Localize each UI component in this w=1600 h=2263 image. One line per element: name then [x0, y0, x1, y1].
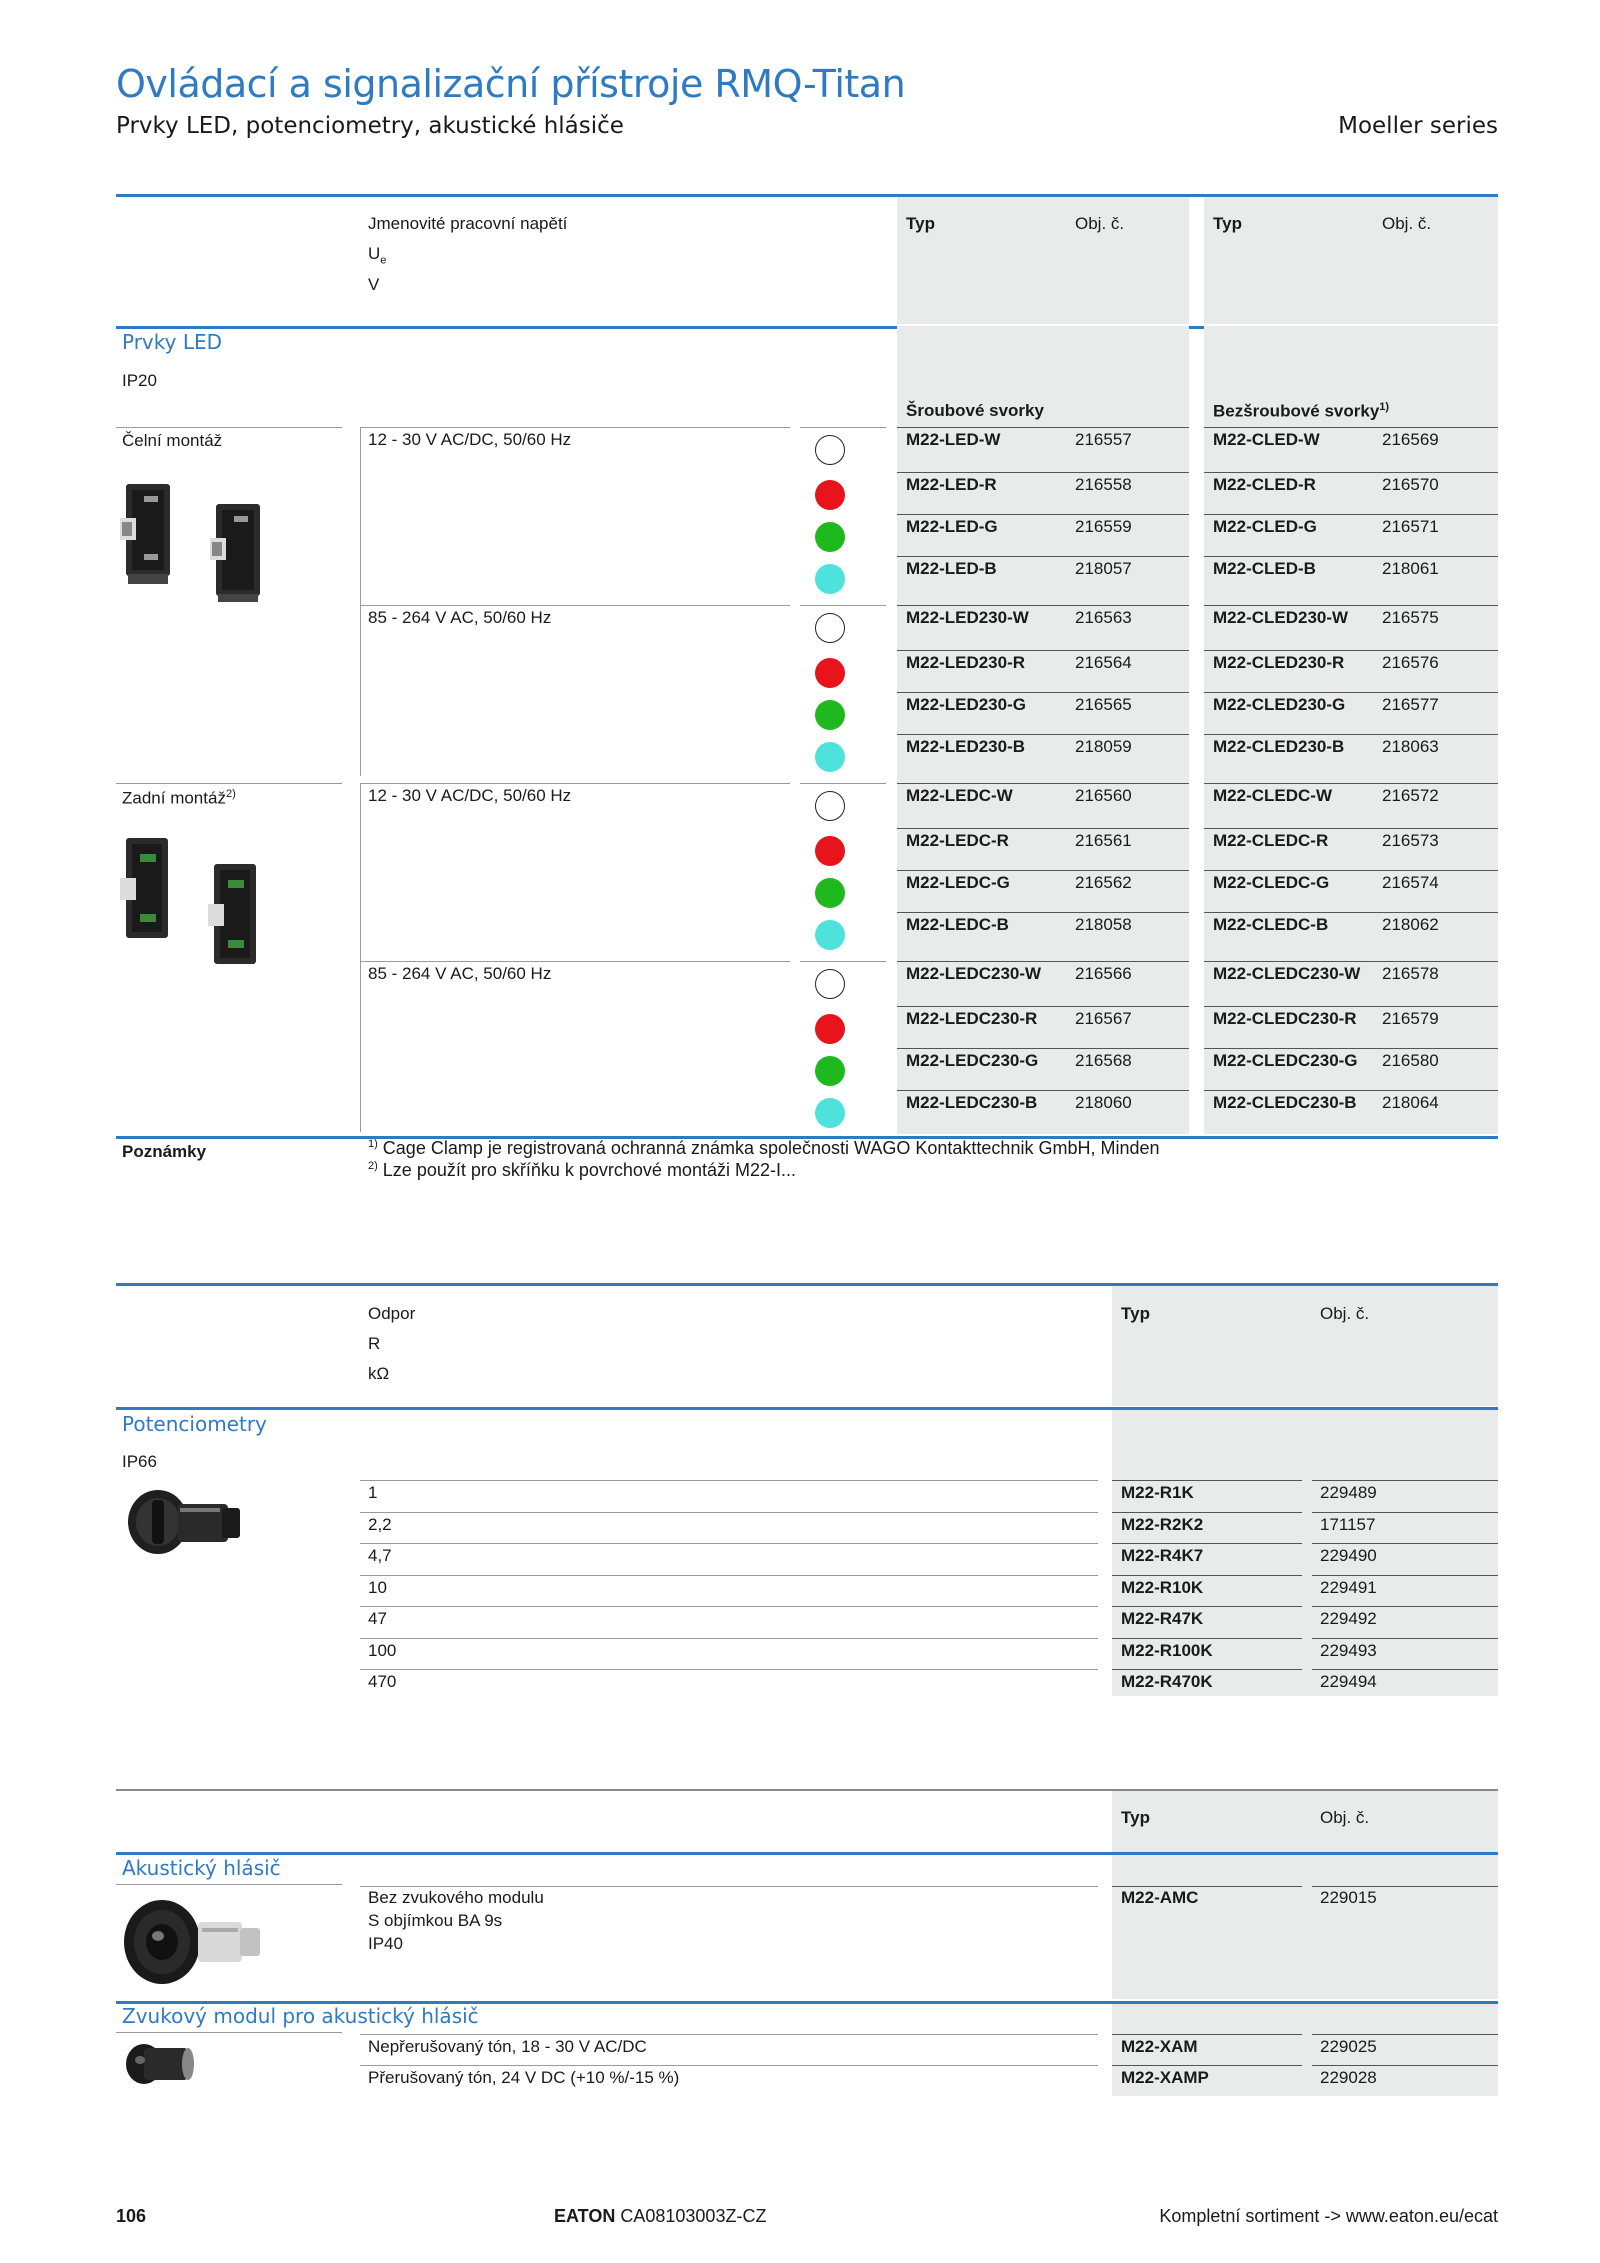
- row-divider: [897, 427, 1189, 428]
- screwless-order-no: 216569: [1382, 430, 1439, 449]
- screw-order-no: 216565: [1075, 695, 1132, 714]
- screw-type: M22-LED-G: [906, 517, 998, 536]
- screw-type: M22-LED230-G: [906, 695, 1026, 714]
- note-1: $^{1)}$ Cage Clamp je registrovaná ochranná známka společnosti WAGO Kontakttechnik GmbH, Minden: [368, 1138, 1160, 1158]
- voltage-label: 12 - 30 V AC/DC, 50/60 Hz: [368, 430, 572, 449]
- row-divider: [1204, 692, 1498, 693]
- col-voltage-l3: V: [368, 275, 380, 294]
- row-divider: [1112, 1543, 1302, 1544]
- led-divider: [800, 427, 886, 428]
- led-indicator-icon: [815, 791, 845, 821]
- row-divider: [360, 1606, 1098, 1607]
- screwless-order-no: 216571: [1382, 517, 1439, 536]
- screwless-type: M22-CLED-W: [1213, 430, 1320, 449]
- screw-order-no: 216558: [1075, 475, 1132, 494]
- screw-type: M22-LED-R: [906, 475, 997, 494]
- led-indicator-icon: [815, 836, 845, 866]
- ip-pot: IP66: [122, 1452, 157, 1471]
- pot-type: M22-R47K: [1121, 1609, 1204, 1628]
- screw-type: M22-LEDC-G: [906, 873, 1010, 892]
- pot-col-l2: R: [368, 1334, 381, 1353]
- rear-mount-label: Zadní montáž$^{2)}$: [122, 788, 236, 808]
- sound-order-no: 229025: [1320, 2037, 1377, 2056]
- row-divider: [1112, 1638, 1302, 1639]
- row-divider: [1204, 472, 1498, 473]
- row-divider: [1204, 514, 1498, 515]
- screwless-order-no: 216574: [1382, 873, 1439, 892]
- row-divider: [1312, 2065, 1498, 2066]
- sound-type: M22-XAM: [1121, 2037, 1198, 2056]
- row-divider: [1312, 1480, 1498, 1481]
- screw-type: M22-LED230-R: [906, 653, 1026, 672]
- row-divider: [897, 514, 1189, 515]
- row-divider: [1112, 2034, 1302, 2035]
- screw-type: M22-LEDC230-R: [906, 1009, 1038, 1028]
- led-indicator-icon: [815, 700, 845, 730]
- screwless-type: M22-CLEDC-G: [1213, 873, 1330, 892]
- screwless-header: Bezšroubové svorky$^{1)}$: [1213, 401, 1390, 421]
- row-divider: [360, 1669, 1098, 1670]
- row-divider: [1204, 912, 1498, 913]
- row-divider: [1312, 1575, 1498, 1576]
- screw-header: Šroubové svorky: [906, 401, 1044, 420]
- row-divider: [1204, 1090, 1498, 1091]
- led-divider: [800, 605, 886, 606]
- col-typ-screwless: Typ: [1213, 214, 1242, 233]
- section-pot: Potenciometry: [122, 1412, 267, 1436]
- note-2: $^{2)}$ Lze použít pro skříňku k povrchové montáži M22-I...: [368, 1160, 796, 1180]
- screwless-type: M22-CLEDC230-B: [1213, 1093, 1357, 1112]
- page-number: 106: [116, 2206, 147, 2226]
- screwless-order-no: 218063: [1382, 737, 1439, 756]
- row-divider: [1112, 1480, 1302, 1481]
- row-divider: [360, 1575, 1098, 1576]
- row-divider: [1204, 556, 1498, 557]
- pot-col-l1: Odpor: [368, 1304, 416, 1323]
- resistance-value: 470: [368, 1672, 397, 1691]
- row-divider: [360, 1638, 1098, 1639]
- screw-type: M22-LEDC230-G: [906, 1051, 1039, 1070]
- potentiometer-photo: [118, 1482, 248, 1562]
- section-sound-module: Zvukový modul pro akustický hlásič: [122, 2004, 479, 2028]
- col-obj-screwless: Obj. č.: [1382, 214, 1432, 233]
- screwless-order-no: 216573: [1382, 831, 1439, 850]
- resistance-value: 100: [368, 1640, 397, 1660]
- led-indicator-icon: [815, 878, 845, 908]
- voltage-label: 12 - 30 V AC/DC, 50/60 Hz: [368, 786, 572, 805]
- pot-type: M22-R4K7: [1121, 1546, 1204, 1565]
- led-indicator-icon: [815, 1098, 845, 1128]
- row-divider: [1204, 427, 1498, 428]
- footer-doc: EATON CA08103003Z-CZ: [554, 2206, 767, 2226]
- front-mount-label: Čelní montáž: [122, 431, 223, 450]
- pot-type: M22-R1K: [1121, 1483, 1194, 1502]
- row-divider: [1204, 734, 1498, 735]
- pot-type: M22-R10K: [1121, 1577, 1204, 1597]
- row-divider: [897, 912, 1189, 913]
- pot-header-bg: [1112, 1286, 1498, 1406]
- ac-col-obj: Obj. č.: [1320, 1808, 1370, 1827]
- ac-col-typ: Typ: [1121, 1808, 1150, 1827]
- screwless-type: M22-CLED230-W: [1213, 608, 1349, 627]
- page-subtitle: Prvky LED, potenciometry, akustické hlásiče: [116, 113, 624, 139]
- section-led: Prvky LED: [122, 330, 223, 354]
- row-divider: [360, 2034, 1098, 2035]
- row-divider: [1204, 828, 1498, 829]
- screw-order-no: 216568: [1075, 1051, 1132, 1070]
- row-divider: [897, 1006, 1189, 1007]
- voltage-divider: [360, 427, 790, 428]
- row-divider: [897, 1090, 1189, 1091]
- screwless-type: M22-CLED-R: [1213, 475, 1316, 494]
- resistance-value: 1: [368, 1483, 378, 1502]
- row-divider: [360, 1512, 1098, 1513]
- ac-typ-1: M22-AMC: [1121, 1888, 1199, 1907]
- led-indicator-icon: [815, 920, 845, 950]
- row-divider: [1312, 1606, 1498, 1607]
- col-voltage-l1: Jmenovité pracovní napětí: [368, 214, 568, 233]
- screwless-type: M22-CLED-G: [1213, 517, 1317, 536]
- pot-order-no: 229491: [1320, 1577, 1377, 1597]
- screwless-type: M22-CLED230-G: [1213, 695, 1346, 714]
- row-divider: [1312, 1638, 1498, 1639]
- screw-order-no: 218059: [1075, 737, 1132, 756]
- screw-order-no: 216566: [1075, 964, 1132, 983]
- screwless-order-no: 216575: [1382, 608, 1439, 627]
- screw-order-no: 218060: [1075, 1093, 1132, 1112]
- series-label: Moeller series: [1338, 113, 1498, 139]
- screwless-order-no: 218064: [1382, 1093, 1439, 1112]
- row-divider: [1312, 1512, 1498, 1513]
- sound-module-photo: [120, 2040, 196, 2088]
- row-divider: [897, 870, 1189, 871]
- led-indicator-icon: [815, 1014, 845, 1044]
- screw-type: M22-LED-B: [906, 559, 997, 578]
- row-divider: [897, 472, 1189, 473]
- pot-order-no: 229492: [1320, 1609, 1377, 1628]
- screw-type: M22-LEDC230-B: [906, 1093, 1038, 1112]
- col-obj-screw: Obj. č.: [1075, 214, 1125, 233]
- page-title: Ovládací a signalizační přístroje RMQ-Titan: [116, 62, 906, 106]
- resistance-value: 10: [368, 1577, 387, 1597]
- screwless-order-no: 216572: [1382, 786, 1439, 805]
- pot-order-no: 229494: [1320, 1672, 1377, 1691]
- row-divider: [1112, 1606, 1302, 1607]
- led-indicator-icon: [815, 522, 845, 552]
- screw-type: M22-LED230-W: [906, 608, 1029, 627]
- screwless-type: M22-CLEDC230-W: [1213, 964, 1361, 983]
- col-voltage-l2: $U_e$: [368, 244, 387, 267]
- screwless-order-no: 216577: [1382, 695, 1439, 714]
- screw-order-no: 216563: [1075, 608, 1132, 627]
- ac-header-bg: [1112, 1791, 1498, 1852]
- screwless-order-no: 216576: [1382, 653, 1439, 672]
- notes-label: Poznámky: [122, 1142, 207, 1161]
- screw-order-no: 216567: [1075, 1009, 1132, 1028]
- screwless-order-no: 216578: [1382, 964, 1439, 983]
- voltage-label: 85 - 264 V AC, 50/60 Hz: [368, 964, 552, 983]
- row-divider: [360, 1480, 1098, 1481]
- screwless-type: M22-CLEDC-B: [1213, 915, 1329, 934]
- pot-type: M22-R2K2: [1121, 1514, 1204, 1534]
- screw-order-no: 216560: [1075, 786, 1132, 805]
- screwless-order-no: 218062: [1382, 915, 1439, 934]
- row-divider: [1112, 1575, 1302, 1576]
- row-divider: [1204, 870, 1498, 871]
- pot-col-typ: Typ: [1121, 1304, 1150, 1323]
- section-acoustic: Akustický hlásič: [122, 1856, 281, 1880]
- screwless-type: M22-CLEDC230-R: [1213, 1009, 1357, 1028]
- row-divider: [897, 556, 1189, 557]
- resistance-value: 2,2: [368, 1514, 392, 1534]
- row-divider: [897, 650, 1189, 651]
- sound-description: Přerušovaný tón, 24 V DC (+10 %/-15 %): [368, 2068, 680, 2087]
- resistance-value: 4,7: [368, 1546, 392, 1565]
- screw-order-no: 216557: [1075, 430, 1132, 449]
- pot-col-l3: kΩ: [368, 1364, 390, 1383]
- row-divider: [1312, 2034, 1498, 2035]
- row-divider: [360, 1543, 1098, 1544]
- ac-desc-2: S objímkou BA 9s: [368, 1911, 503, 1930]
- pot-order-no: 171157: [1320, 1514, 1376, 1534]
- row-divider: [1312, 1669, 1498, 1670]
- footer-link[interactable]: Kompletní sortiment -> www.eaton.eu/ecat: [1159, 2206, 1498, 2226]
- led-indicator-icon: [815, 658, 845, 688]
- pot-order-no: 229493: [1320, 1640, 1377, 1660]
- row-divider: [1112, 1669, 1302, 1670]
- screw-order-no: 216564: [1075, 653, 1132, 672]
- ac-column-bg: [1112, 1855, 1498, 1999]
- voltage-divider: [360, 605, 790, 606]
- row-divider: [897, 961, 1189, 962]
- row-divider: [1112, 2065, 1302, 2066]
- led-divider: [800, 783, 886, 784]
- header-bg-screw: [897, 197, 1189, 324]
- screw-type: M22-LEDC-B: [906, 915, 1009, 934]
- led-front-photo: [118, 478, 278, 604]
- screw-type: M22-LED230-B: [906, 737, 1026, 756]
- row-divider: [897, 605, 1189, 606]
- screw-type: M22-LED-W: [906, 430, 1001, 449]
- screwless-type: M22-CLEDC-R: [1213, 831, 1329, 850]
- row-divider: [1312, 1543, 1498, 1544]
- led-indicator-icon: [815, 742, 845, 772]
- screw-order-no: 216562: [1075, 873, 1132, 892]
- screw-type: M22-LEDC230-W: [906, 964, 1042, 983]
- pot-type: M22-R470K: [1121, 1672, 1213, 1691]
- led-indicator-icon: [815, 1056, 845, 1086]
- row-divider: [897, 1048, 1189, 1049]
- voltage-divider: [360, 961, 790, 962]
- row-divider: [1204, 1006, 1498, 1007]
- led-divider: [800, 961, 886, 962]
- screwless-type: M22-CLEDC230-G: [1213, 1051, 1358, 1070]
- screwless-type: M22-CLED-B: [1213, 559, 1316, 578]
- pot-order-no: 229489: [1320, 1483, 1377, 1502]
- sound-description: Nepřerušovaný tón, 18 - 30 V AC/DC: [368, 2037, 647, 2056]
- row-divider: [897, 734, 1189, 735]
- screw-type: M22-LEDC-W: [906, 786, 1013, 805]
- screw-type: M22-LEDC-R: [906, 831, 1009, 850]
- buzzer-photo: [118, 1894, 268, 1990]
- row-divider: [1204, 650, 1498, 651]
- row-divider: [1204, 783, 1498, 784]
- led-indicator-icon: [815, 613, 845, 643]
- led-indicator-icon: [815, 969, 845, 999]
- sound-order-no: 229028: [1320, 2068, 1377, 2087]
- sound-type: M22-XAMP: [1121, 2068, 1209, 2087]
- row-divider: [360, 2065, 1098, 2066]
- screw-order-no: 216559: [1075, 517, 1132, 536]
- ac-desc-1: Bez zvukového modulu: [368, 1888, 544, 1907]
- row-divider: [897, 783, 1189, 784]
- pot-col-obj: Obj. č.: [1320, 1304, 1370, 1323]
- pot-type: M22-R100K: [1121, 1640, 1213, 1660]
- ip-led: IP20: [122, 371, 157, 390]
- ac-desc-3: IP40: [368, 1934, 403, 1953]
- row-divider: [1204, 605, 1498, 606]
- row-divider: [1204, 1048, 1498, 1049]
- row-divider: [897, 828, 1189, 829]
- pot-order-no: 229490: [1320, 1546, 1377, 1565]
- screw-order-no: 218058: [1075, 915, 1132, 934]
- voltage-label: 85 - 264 V AC, 50/60 Hz: [368, 608, 552, 627]
- col-typ-screw: Typ: [906, 214, 935, 233]
- resistance-value: 47: [368, 1609, 387, 1628]
- voltage-divider: [360, 783, 790, 784]
- ac-obj-1: 229015: [1320, 1888, 1377, 1907]
- screwless-order-no: 216580: [1382, 1051, 1439, 1070]
- led-rear-photo: [118, 834, 278, 974]
- screw-order-no: 218057: [1075, 559, 1132, 578]
- led-indicator-icon: [815, 564, 845, 594]
- row-divider: [1204, 961, 1498, 962]
- screwless-order-no: 218061: [1382, 559, 1439, 578]
- screwless-type: M22-CLED230-R: [1213, 653, 1345, 672]
- led-indicator-icon: [815, 480, 845, 510]
- led-indicator-icon: [815, 435, 845, 465]
- screwless-type: M22-CLED230-B: [1213, 737, 1345, 756]
- screwless-order-no: 216579: [1382, 1009, 1439, 1028]
- screw-order-no: 216561: [1075, 831, 1132, 850]
- screwless-type: M22-CLEDC-W: [1213, 786, 1332, 805]
- row-divider: [897, 692, 1189, 693]
- header-bg-screwless: [1204, 197, 1498, 324]
- row-divider: [1112, 1512, 1302, 1513]
- screwless-order-no: 216570: [1382, 475, 1439, 494]
